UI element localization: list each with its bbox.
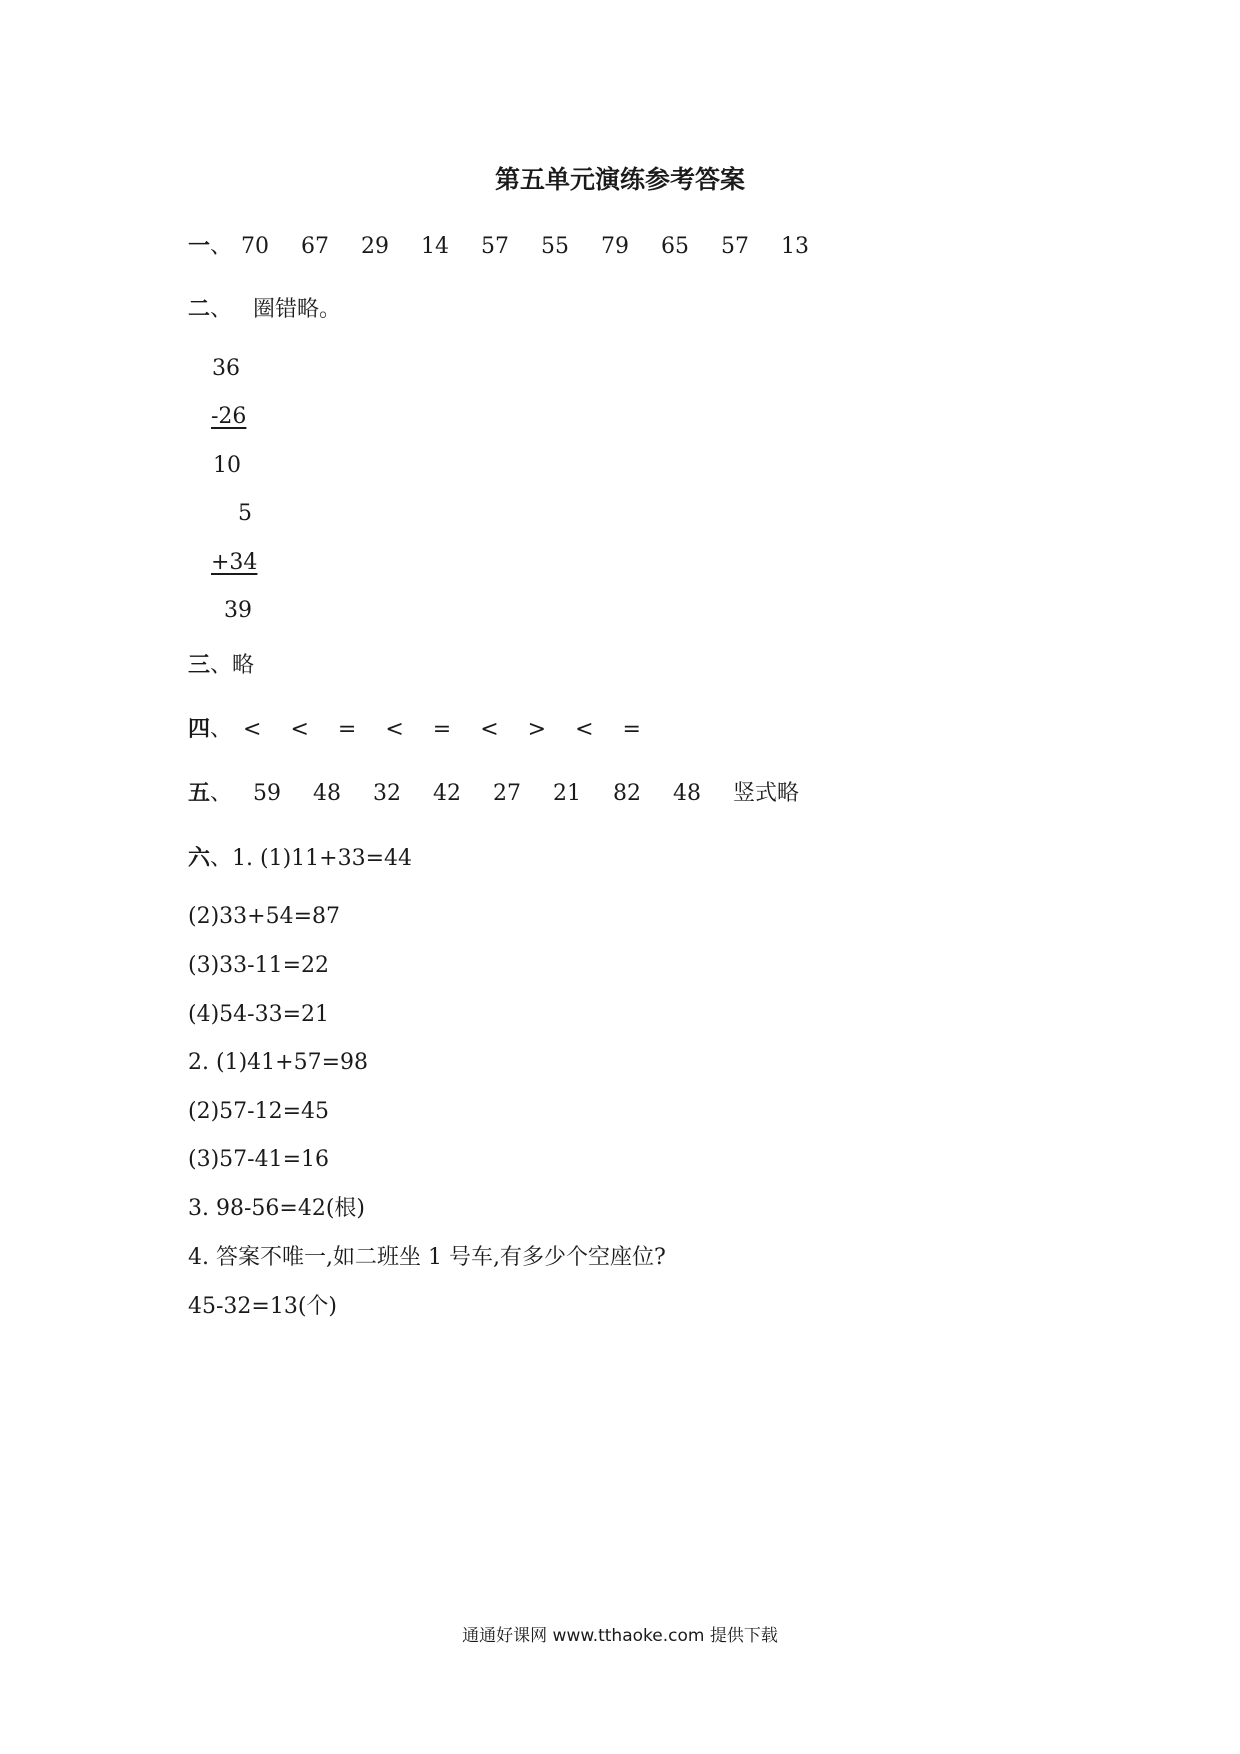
calc2-result: 39 — [224, 598, 252, 623]
answer-value: 59 — [253, 781, 282, 806]
section-6-text: 1. (1)11+33=44 — [232, 846, 413, 871]
section-2-label: 二 — [188, 297, 211, 322]
section-4-sep: 、 — [210, 717, 233, 742]
calc1-result: 10 — [213, 453, 241, 478]
section-3-text: 略 — [232, 653, 255, 678]
section-3-label: 三 — [188, 653, 211, 678]
answer-value: 65 — [661, 234, 690, 259]
section-5-label: 五 — [188, 781, 211, 806]
compare-symbol: < — [480, 717, 499, 742]
section-6-label: 六 — [188, 846, 211, 871]
section-2 — [188, 299, 341, 321]
section-6-line: 45-32=13(个) — [188, 1294, 338, 1319]
answer-value: 29 — [361, 234, 390, 259]
answer-value: 42 — [433, 781, 462, 806]
section-6-line: 2. (1)41+57=98 — [188, 1050, 368, 1075]
section-6-line: (2)33+54=87 — [188, 904, 341, 929]
compare-symbol: = — [337, 717, 357, 742]
answer-value: 79 — [601, 234, 630, 259]
answer-value: 13 — [781, 234, 810, 259]
section-6-line-1 — [188, 848, 412, 870]
section-6-line: (3)57-41=16 — [188, 1147, 330, 1172]
section-2-sep: 、 — [210, 297, 233, 322]
calc1-top: 36 — [212, 356, 240, 381]
answer-value: 48 — [313, 781, 342, 806]
answer-value: 27 — [493, 781, 522, 806]
section-4-label: 四 — [188, 717, 211, 742]
calc2-top: 5 — [238, 501, 252, 526]
section-6-sep: 、 — [210, 846, 233, 871]
section-3 — [188, 655, 254, 677]
section-1 — [188, 236, 834, 258]
section-2-text: 圈错略。 — [253, 297, 342, 322]
answer-value: 21 — [553, 781, 582, 806]
section-3-sep: 、 — [210, 653, 233, 678]
compare-symbol: = — [622, 717, 641, 742]
page-title: 第五单元演练参考答案 — [494, 165, 745, 194]
compare-symbol: < — [575, 717, 594, 742]
compare-symbol: < — [385, 717, 404, 742]
section-1-sep: 、 — [210, 234, 233, 259]
answer-value: 82 — [613, 781, 642, 806]
calc2-operand: +34 — [211, 550, 258, 575]
section-6-line: (4)54-33=21 — [188, 1002, 330, 1027]
section-1-label: 一 — [188, 234, 211, 259]
section-4 — [188, 719, 663, 741]
compare-symbol: < — [243, 717, 262, 742]
compare-symbol: < — [290, 717, 309, 742]
section-6-line: (2)57-12=45 — [188, 1099, 330, 1124]
calc1-operand: -26 — [211, 404, 247, 429]
answer-value: 32 — [373, 781, 402, 806]
answer-value: 57 — [481, 234, 510, 259]
compare-symbol: = — [432, 717, 452, 742]
footer-text: 通通好课网 www.tthaoke.com 提供下载 — [462, 1626, 778, 1646]
answer-value: 67 — [301, 234, 330, 259]
section-5-note: 竖式略 — [733, 781, 800, 806]
section-5 — [188, 783, 824, 805]
section-6-line: (3)33-11=22 — [188, 953, 330, 978]
answer-value: 55 — [541, 234, 570, 259]
section-5-sep: 、 — [210, 781, 233, 806]
answer-value: 70 — [241, 234, 270, 259]
section-6-line: 4. 答案不唯一,如二班坐 1 号车,有多少个空座位? — [188, 1245, 666, 1270]
compare-symbol: > — [527, 717, 547, 742]
answer-value: 14 — [421, 234, 450, 259]
answer-value: 48 — [673, 781, 702, 806]
section-6-line: 3. 98-56=42(根) — [188, 1196, 365, 1221]
answer-value: 57 — [721, 234, 750, 259]
